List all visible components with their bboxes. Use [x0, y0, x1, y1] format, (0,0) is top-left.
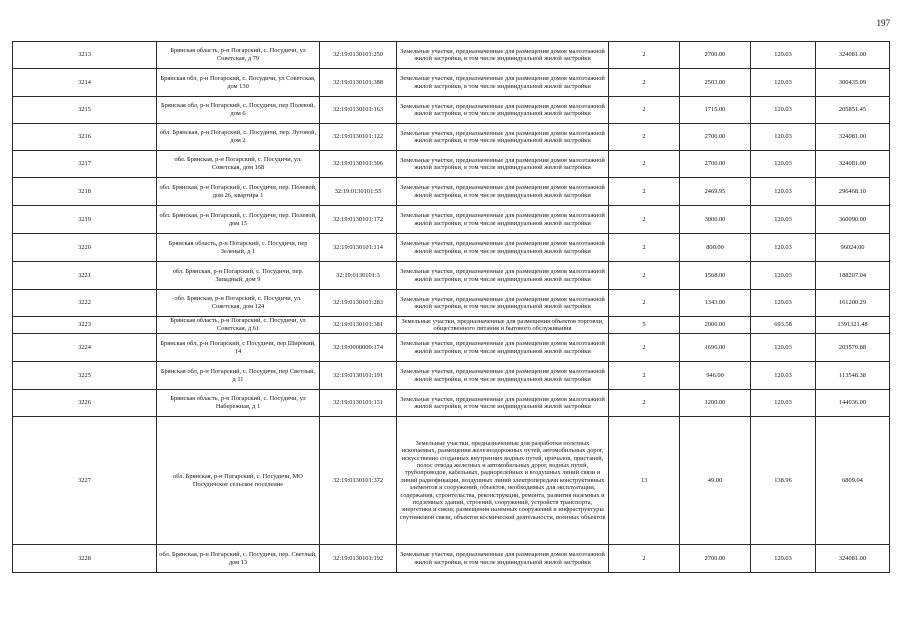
table-row [13, 317, 890, 334]
land-use-group-cell: 2 [609, 390, 680, 417]
specific-value-cell: 693.58 [751, 317, 816, 334]
table-row [13, 69, 890, 97]
address-cell: Брянская обл, р-н Погарский, с. Посудичи, ул Советская, дом 130 [157, 69, 320, 97]
table-row [13, 390, 890, 417]
cadastral-number-cell: 32:19:0130101:114 [320, 234, 397, 262]
land-use-group-cell: 2 [609, 42, 680, 69]
area-cell: 49.00 [680, 417, 751, 545]
row-number-cell: 3228 [13, 545, 157, 573]
cadastral-number-cell: 32:19:0000000:174 [320, 334, 397, 362]
cadastral-number-cell: 32:19:0130101:306 [320, 151, 397, 178]
area-cell: 2006.00 [680, 317, 751, 334]
row-number-cell: 3219 [13, 206, 157, 234]
cadastral-value-cell: 300435.09 [816, 69, 890, 97]
address-cell: обл. Брянская, р-н Погарский, с. Посудичи, пер. Светлый, дом 13 [157, 545, 320, 573]
row-number-cell: 3217 [13, 151, 157, 178]
land-use-purpose-cell: Земельные участки, предназначенные для размещения домов малоэтажной жилой застройки, в том числе индивидуальной жилой застройки [397, 42, 609, 69]
address-cell: обл. Брянская, р-н Погарский, с. Посудичи, ул. Советская, дом 168 [157, 151, 320, 178]
area-cell: 2700.00 [680, 151, 751, 178]
land-use-purpose-cell: Земельные участки, предназначенные для размещения домов малоэтажной жилой застройки, в том числе индивидуальной жилой застройки [397, 124, 609, 151]
cadastral-number-cell: 32:19:0130101:55 [320, 178, 397, 206]
row-number-cell: 3221 [13, 262, 157, 290]
cadastral-number-cell: 32:19:0130101:172 [320, 206, 397, 234]
land-use-purpose-cell: Земельные участки, предназначенные для размещения домов малоэтажной жилой застройки, в том числе индивидуальной жилой застройки [397, 234, 609, 262]
address-cell: Брянская обл, р-н Погарский, с. Посудичи, пер Светлый, д 11 [157, 362, 320, 390]
cadastral-value-cell: 324081.00 [816, 42, 890, 69]
cadastral-number-cell: 32:19:0130101:283 [320, 290, 397, 317]
land-use-purpose-cell: Земельные участки, предназначенные для размещения домов малоэтажной жилой застройки, в том числе индивидуальной жилой застройки [397, 545, 609, 573]
land-use-purpose-cell: Земельные участки, предназначенные для размещения домов малоэтажной жилой застройки, в том числе индивидуальной жилой застройки [397, 97, 609, 124]
area-cell: 1696.00 [680, 334, 751, 362]
specific-value-cell: 120.03 [751, 42, 816, 69]
table-row [13, 262, 890, 290]
table-row [13, 97, 890, 124]
area-cell: 1343.00 [680, 290, 751, 317]
address-cell: обл. Брянская, р-н Погарский, с. Посудичи, пер. Луговой, дом 2 [157, 124, 320, 151]
table-row [13, 290, 890, 317]
specific-value-cell: 120.03 [751, 206, 816, 234]
row-number-cell: 3218 [13, 178, 157, 206]
area-cell: 1568.00 [680, 262, 751, 290]
row-number-cell: 3223 [13, 317, 157, 334]
specific-value-cell: 120.03 [751, 151, 816, 178]
land-use-purpose-cell: Земельные участки, предназначенные для размещения домов малоэтажной жилой застройки, в том числе индивидуальной жилой застройки [397, 69, 609, 97]
land-use-group-cell: 2 [609, 97, 680, 124]
table-row [13, 124, 890, 151]
cadastral-number-cell: 32:19:0130101:191 [320, 362, 397, 390]
cadastral-number-cell: 32:19:0130101:163 [320, 97, 397, 124]
cadastral-value-cell: 324081.00 [816, 151, 890, 178]
land-use-purpose-cell: Земельные участки, предназначенные для разработки полезных ископаемых, размещения железнодорожных путей, автомобильных дорог, искусственно созданных внутренних водных путей, причалов, пристаней, полос отвода железных и автомобильных дорог, водных путей, трубопроводов, кабельных, радиорелейных и воздушных линий связи и линий радиофикации, воздушных линий электропередачи конструктивных элементов и сооружений, объектов, необходимых для эксплуатации, содержания, строительства, реконструкции, ремонта, развития наземных и подземных зданий, строений, сооружений, устройств транспорта, энергетики и связи; размещения наземных сооружений и инфраструктуры спутниковой связи, объектов космической деятельности, военных объектов [397, 417, 609, 545]
cadastral-value-cell: 296468.10 [816, 178, 890, 206]
area-cell: 2469.95 [680, 178, 751, 206]
address-cell: Брянская обл, р-н Погарский, с. Посудичи, пер Полевой, дом 6 [157, 97, 320, 124]
cadastral-value-cell: 6809.04 [816, 417, 890, 545]
table-row [13, 234, 890, 262]
cadastral-value-cell: 360090.00 [816, 206, 890, 234]
land-use-group-cell: 2 [609, 206, 680, 234]
row-number-cell: 3225 [13, 362, 157, 390]
cadastral-number-cell: 32:19:0130101:250 [320, 42, 397, 69]
land-use-group-cell: 2 [609, 362, 680, 390]
address-cell: обл. Брянская, р-н Погарский, с. Посудичи, МО Посудичское сельское поселение [157, 417, 320, 545]
address-cell: обл. Брянская, р-н Погарский, с. Посудичи, пер. Полевой, дом 26, квартира 1 [157, 178, 320, 206]
land-use-purpose-cell: Земельные участки, предназначенные для размещения объектов торговли, общественного питания и бытового обслуживания [397, 317, 609, 334]
row-number-cell: 3224 [13, 334, 157, 362]
land-use-group-cell: 13 [609, 417, 680, 545]
cadastral-number-cell: 32:19:0130101:122 [320, 124, 397, 151]
cadastral-value-cell: 1391321.48 [816, 317, 890, 334]
row-number-cell: 3226 [13, 390, 157, 417]
land-use-purpose-cell: Земельные участки, предназначенные для размещения домов малоэтажной жилой застройки, в том числе индивидуальной жилой застройки [397, 290, 609, 317]
table-row [13, 417, 890, 545]
cadastral-value-cell: 161200.29 [816, 290, 890, 317]
table-row [13, 334, 890, 362]
land-use-purpose-cell: Земельные участки, предназначенные для размещения домов малоэтажной жилой застройки, в том числе индивидуальной жилой застройки [397, 362, 609, 390]
area-cell: 2700.00 [680, 42, 751, 69]
specific-value-cell: 120.03 [751, 390, 816, 417]
land-use-group-cell: 2 [609, 69, 680, 97]
row-number-cell: 3227 [13, 417, 157, 545]
specific-value-cell: 138.96 [751, 417, 816, 545]
land-use-group-cell: 2 [609, 178, 680, 206]
cadastral-number-cell: 32:19:0130101:131 [320, 390, 397, 417]
address-cell: обл. Брянская, р-н Погарский, с. Посудичи, пер. Полевой, дом 15 [157, 206, 320, 234]
cadastral-value-cell: 144036.00 [816, 390, 890, 417]
specific-value-cell: 120.03 [751, 69, 816, 97]
table-row [13, 42, 890, 69]
address-cell: обл. Брянская, р-н Погарский, с. Посудичи, пер. Западный, дом 9 [157, 262, 320, 290]
land-use-group-cell: 2 [609, 151, 680, 178]
area-cell: 1200.00 [680, 390, 751, 417]
specific-value-cell: 120.03 [751, 290, 816, 317]
area-cell: 946.00 [680, 362, 751, 390]
row-number-cell: 3214 [13, 69, 157, 97]
row-number-cell: 3215 [13, 97, 157, 124]
cadastral-value-cell: 324081.00 [816, 124, 890, 151]
land-use-purpose-cell: Земельные участки, предназначенные для размещения домов малоэтажной жилой застройки, в том числе индивидуальной жилой застройки [397, 334, 609, 362]
area-cell: 2700.00 [680, 124, 751, 151]
table-row [13, 178, 890, 206]
row-number-cell: 3213 [13, 42, 157, 69]
cadastral-number-cell: 32:19:0130101:192 [320, 545, 397, 573]
land-use-purpose-cell: Земельные участки, предназначенные для размещения домов малоэтажной жилой застройки, в том числе индивидуальной жилой застройки [397, 390, 609, 417]
cadastral-value-cell: 324081.00 [816, 545, 890, 573]
land-use-purpose-cell: Земельные участки, предназначенные для размещения домов малоэтажной жилой застройки, в том числе индивидуальной жилой застройки [397, 178, 609, 206]
cadastral-value-cell: 96024.00 [816, 234, 890, 262]
area-cell: 3000.00 [680, 206, 751, 234]
land-use-group-cell: 2 [609, 234, 680, 262]
address-cell: Брянская область, р-н Погарский, с. Посудичи, пер Зеленый, д 1 [157, 234, 320, 262]
land-use-group-cell: 2 [609, 262, 680, 290]
land-use-group-cell: 2 [609, 290, 680, 317]
specific-value-cell: 120.03 [751, 545, 816, 573]
table-row [13, 206, 890, 234]
address-cell: обл. Брянская, р-н Погарский, с. Посудичи, ул. Советская, дом 124 [157, 290, 320, 317]
specific-value-cell: 120.03 [751, 178, 816, 206]
address-cell: Брянская обл, р-н Погарский, с Посудичи, пер Широкий, 14 [157, 334, 320, 362]
specific-value-cell: 120.03 [751, 262, 816, 290]
page-number: 197 [876, 18, 890, 28]
row-number-cell: 3220 [13, 234, 157, 262]
land-use-group-cell: 2 [609, 334, 680, 362]
specific-value-cell: 120.03 [751, 234, 816, 262]
land-use-group-cell: 2 [609, 124, 680, 151]
row-number-cell: 3222 [13, 290, 157, 317]
specific-value-cell: 120.03 [751, 362, 816, 390]
cadastral-value-cell: 188207.04 [816, 262, 890, 290]
cadastral-number-cell: 32:19:0130101:388 [320, 69, 397, 97]
specific-value-cell: 120.03 [751, 124, 816, 151]
cadastral-value-cell: 113548.38 [816, 362, 890, 390]
area-cell: 2700.00 [680, 545, 751, 573]
table-row [13, 151, 890, 178]
cadastral-number-cell: 32:19:0130101:3 [320, 262, 397, 290]
table-row [13, 545, 890, 573]
area-cell: 800.00 [680, 234, 751, 262]
specific-value-cell: 120.03 [751, 334, 816, 362]
table-row [13, 362, 890, 390]
address-cell: Брянская область, р-н Погарский, с. Посудичи, ул Советская, д 61 [157, 317, 320, 334]
land-use-group-cell: 2 [609, 545, 680, 573]
cadastral-value-cell: 205851.45 [816, 97, 890, 124]
land-use-purpose-cell: Земельные участки, предназначенные для размещения домов малоэтажной жилой застройки, в том числе индивидуальной жилой застройки [397, 262, 609, 290]
cadastral-number-cell: 32:19:0130101:372 [320, 417, 397, 545]
row-number-cell: 3216 [13, 124, 157, 151]
specific-value-cell: 120.03 [751, 97, 816, 124]
area-cell: 2503.00 [680, 69, 751, 97]
cadastral-registry-table [12, 41, 890, 573]
cadastral-value-cell: 203570.88 [816, 334, 890, 362]
land-use-group-cell: 5 [609, 317, 680, 334]
area-cell: 1715.00 [680, 97, 751, 124]
cadastral-number-cell: 32:19:0130101:381 [320, 317, 397, 334]
land-use-purpose-cell: Земельные участки, предназначенные для размещения домов малоэтажной жилой застройки, в том числе индивидуальной жилой застройки [397, 151, 609, 178]
address-cell: Брянская область, р-н Погарский, с. Посудичи, ул Советская, д 79 [157, 42, 320, 69]
land-use-purpose-cell: Земельные участки, предназначенные для размещения домов малоэтажной жилой застройки, в том числе индивидуальной жилой застройки [397, 206, 609, 234]
address-cell: Брянская область, р-н Погарский, с. Посудичи, ул Набережная, д 1 [157, 390, 320, 417]
